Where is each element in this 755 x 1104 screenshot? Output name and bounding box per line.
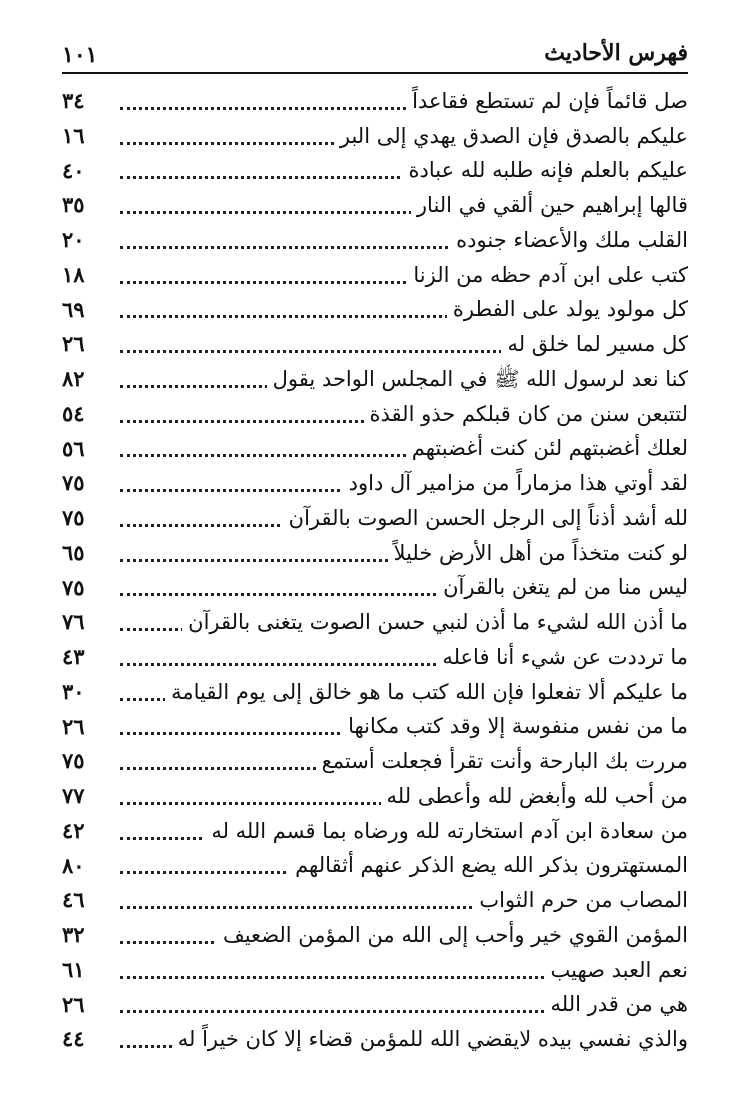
entry-text: لقد أوتي هذا مزماراً من مزامير آل داود: [343, 473, 688, 494]
index-entry: [62, 258, 688, 293]
entry-page-number: ١٦: [62, 119, 114, 154]
index-entry: [62, 432, 688, 467]
entry-text: ما من نفس منفوسة إلا وقد كتب مكانها: [342, 716, 688, 737]
entry-text: مررت بك البارحة وأنت تقرأ فجعلت أستمع: [316, 751, 688, 772]
entry-text: كل مولود يولد على الفطرة: [447, 299, 688, 320]
entry-page-number: ٤٣: [62, 640, 114, 675]
entry-text: من سعادة ابن آدم استخارته لله ورضاه بما قسم الله له: [205, 821, 688, 842]
page-header: [62, 38, 688, 74]
index-entry: [62, 953, 688, 988]
entry-page-number: ٤٠: [62, 154, 114, 189]
entry-page-number: ٢٦: [62, 988, 114, 1023]
entry-text: كنا نعد لرسول الله ﷺ في المجلس الواحد يقول: [267, 369, 688, 390]
entry-text: من أحب لله وأبغض لله وأعطى لله: [381, 786, 688, 807]
entry-page-number: ٦٥: [62, 536, 114, 571]
index-entry: [62, 605, 688, 640]
entry-page-number: ٧٥: [62, 571, 114, 606]
entry-page-number: ١٨: [62, 258, 114, 293]
entry-text: ما أذن الله لشيء ما أذن لنبي حسن الصوت يتغنى بالقرآن: [182, 612, 688, 633]
index-entry: [62, 571, 688, 606]
index-entry: [62, 188, 688, 223]
entry-page-number: ٤٢: [62, 814, 114, 849]
entry-page-number: ٢٠: [62, 223, 114, 258]
entry-page-number: ٢٦: [62, 327, 114, 362]
entry-text: لو كنت متخذاً من أهل الأرض خليلاً: [388, 543, 688, 564]
index-entry: [62, 466, 688, 501]
entry-page-number: ٣٠: [62, 675, 114, 710]
entry-page-number: ٧٥: [62, 466, 114, 501]
index-entry: [62, 327, 688, 362]
entry-text: هي من قدر الله: [545, 994, 688, 1015]
index-entry: [62, 362, 688, 397]
entry-text: المصاب من حرم الثواب: [473, 890, 688, 911]
index-entry: [62, 883, 688, 918]
index-entry: [62, 536, 688, 571]
entry-page-number: ٣٤: [62, 84, 114, 119]
index-entry: [62, 918, 688, 953]
entry-page-number: ٧٦: [62, 605, 114, 640]
entry-page-number: ٨٢: [62, 362, 114, 397]
index-entry: [62, 119, 688, 154]
entry-page-number: ٢٦: [62, 710, 114, 745]
index-entry: [62, 293, 688, 328]
entry-text: لله أشد أذناً إلى الرجل الحسن الصوت بالقرآن: [283, 508, 688, 529]
entry-page-number: ٦٩: [62, 293, 114, 328]
index-entry: [62, 814, 688, 849]
index-entry: [62, 501, 688, 536]
index-entry: [62, 988, 688, 1023]
entry-text: لتتبعن سنن من كان قبلكم حذو القذة: [364, 404, 688, 425]
entry-page-number: ٣٢: [62, 918, 114, 953]
entry-text: ما ترددت عن شيء أنا فاعله: [436, 647, 688, 668]
entry-text: المستهترون بذكر الله يضع الذكر عنهم أثقالهم: [289, 855, 688, 876]
entry-page-number: ٥٦: [62, 432, 114, 467]
entry-text: والذي نفسي بيده لايقضي الله للمؤمن قضاء إلا كان خيراً له: [172, 1029, 688, 1050]
entry-text: المؤمن القوي خير وأحب إلى الله من المؤمن الضعيف: [217, 925, 688, 946]
index-entry: [62, 779, 688, 814]
entry-page-number: ٤٤: [62, 1022, 114, 1057]
entry-page-number: ٨٠: [62, 849, 114, 884]
index-entry: [62, 710, 688, 745]
entry-page-number: ٦١: [62, 953, 114, 988]
entry-page-number: ٧٧: [62, 779, 114, 814]
entry-page-number: ٧٥: [62, 744, 114, 779]
index-entry: [62, 223, 688, 258]
entry-text: نعم العبد صهيب: [545, 960, 689, 981]
index-entry: [62, 1022, 688, 1057]
entry-text: قالها إبراهيم حين ألقي في النار: [411, 195, 688, 216]
index-entry: [62, 675, 688, 710]
entry-text: كتب على ابن آدم حظه من الزنا: [407, 265, 688, 286]
hadith-index-list: [62, 84, 688, 1057]
entry-page-number: ٧٥: [62, 501, 114, 536]
entry-text: ليس منا من لم يتغن بالقرآن: [437, 577, 688, 598]
index-entry: [62, 744, 688, 779]
entry-page-number: ٣٥: [62, 188, 114, 223]
entry-text: القلب ملك والأعضاء جنوده: [450, 230, 688, 251]
index-entry: [62, 397, 688, 432]
entry-text: عليكم بالعلم فإنه طلبه لله عبادة: [402, 160, 688, 181]
index-entry: [62, 84, 688, 119]
index-entry: [62, 154, 688, 189]
page-title: فهرس الأحاديث: [544, 40, 688, 66]
entry-text: ما عليكم ألا تفعلوا فإن الله كتب ما هو خالق إلى يوم القيامة: [165, 682, 688, 703]
entry-text: عليكم بالصدق فإن الصدق يهدي إلى البر: [334, 126, 688, 147]
entry-text: لعلك أغضبتهم لئن كنت أغضبتهم: [406, 438, 688, 459]
entry-page-number: ٤٦: [62, 883, 114, 918]
entry-page-number: ٥٤: [62, 397, 114, 432]
entry-text: صل قائماً فإن لم تستطع فقاعداً: [406, 91, 688, 112]
index-entry: [62, 640, 688, 675]
page-number: ١٠١: [62, 42, 98, 68]
entry-text: كل مسير لما خلق له: [501, 334, 688, 355]
index-entry: [62, 849, 688, 884]
